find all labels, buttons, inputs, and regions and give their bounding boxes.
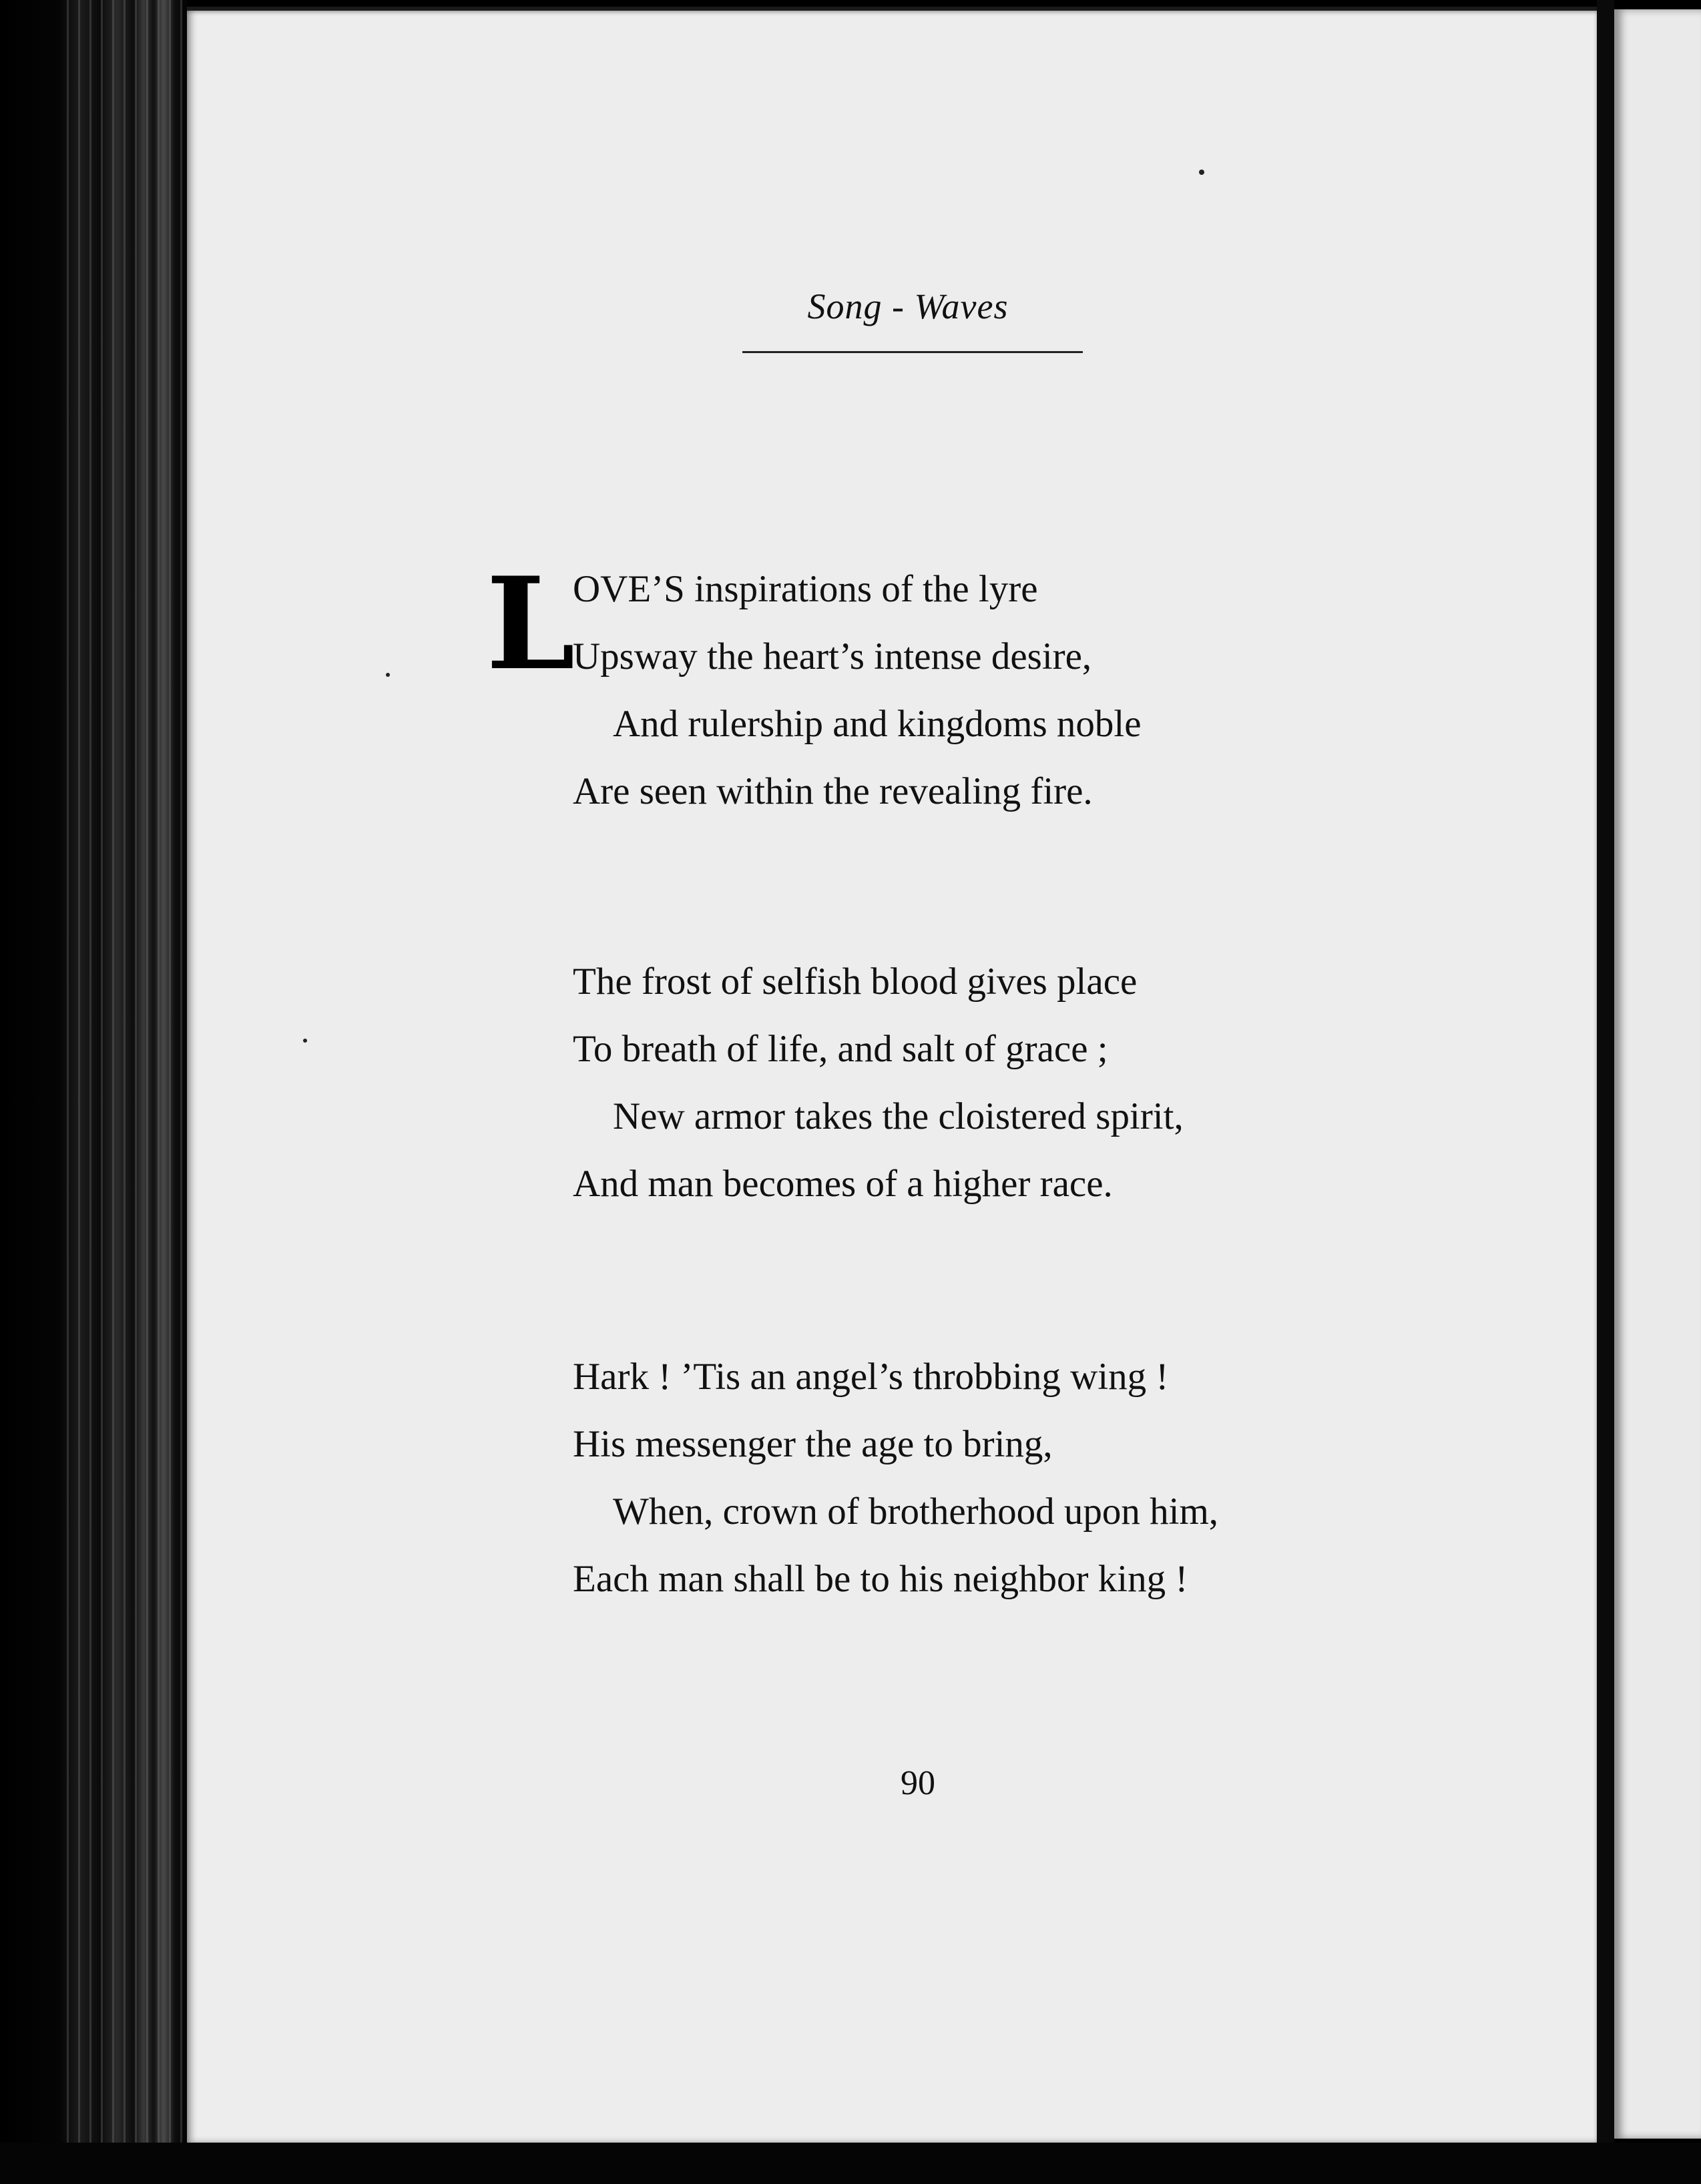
verse-line: Each man shall be to his neighbor king !: [573, 1558, 1188, 1600]
ink-speck: [386, 673, 390, 677]
bottom-edge: [0, 2143, 1701, 2184]
stanza-3: [573, 1343, 1441, 1613]
facing-page-edge: [1614, 9, 1701, 2139]
running-header: Song - Waves: [807, 286, 1009, 326]
verse-line: His messenger the age to bring,: [573, 1423, 1053, 1465]
verse-line: Upsway the heart’s intense desire,: [573, 635, 1092, 677]
verse-line: And man becomes of a higher race.: [573, 1163, 1113, 1205]
page-edges: [67, 0, 187, 2184]
verse-line: When, crown of brotherhood upon him,: [613, 1490, 1219, 1533]
verse-line: OVE’S inspirations of the lyre: [573, 568, 1038, 610]
book-gutter: [1597, 0, 1614, 2184]
stanza-2: [573, 948, 1441, 1217]
stanza-1: [573, 555, 1441, 825]
verse-line: The frost of selfish blood gives place: [573, 961, 1138, 1003]
ink-speck: [303, 1039, 307, 1043]
verse-line: To breath of life, and salt of grace ;: [573, 1028, 1108, 1070]
verse-line: Hark ! ’Tis an angel’s throbbing wing !: [573, 1356, 1169, 1398]
page-top-edge: [187, 7, 1597, 11]
ink-speck: [1199, 170, 1204, 175]
verse-line: And rulership and kingdoms noble: [613, 703, 1142, 745]
drop-cap-letter: L: [486, 549, 575, 698]
page-number: 90: [901, 1764, 935, 1802]
verse-line: Are seen within the revealing fire.: [573, 770, 1093, 812]
header-rule: [742, 351, 1083, 353]
verse-line: New armor takes the cloistered spirit,: [613, 1095, 1184, 1137]
